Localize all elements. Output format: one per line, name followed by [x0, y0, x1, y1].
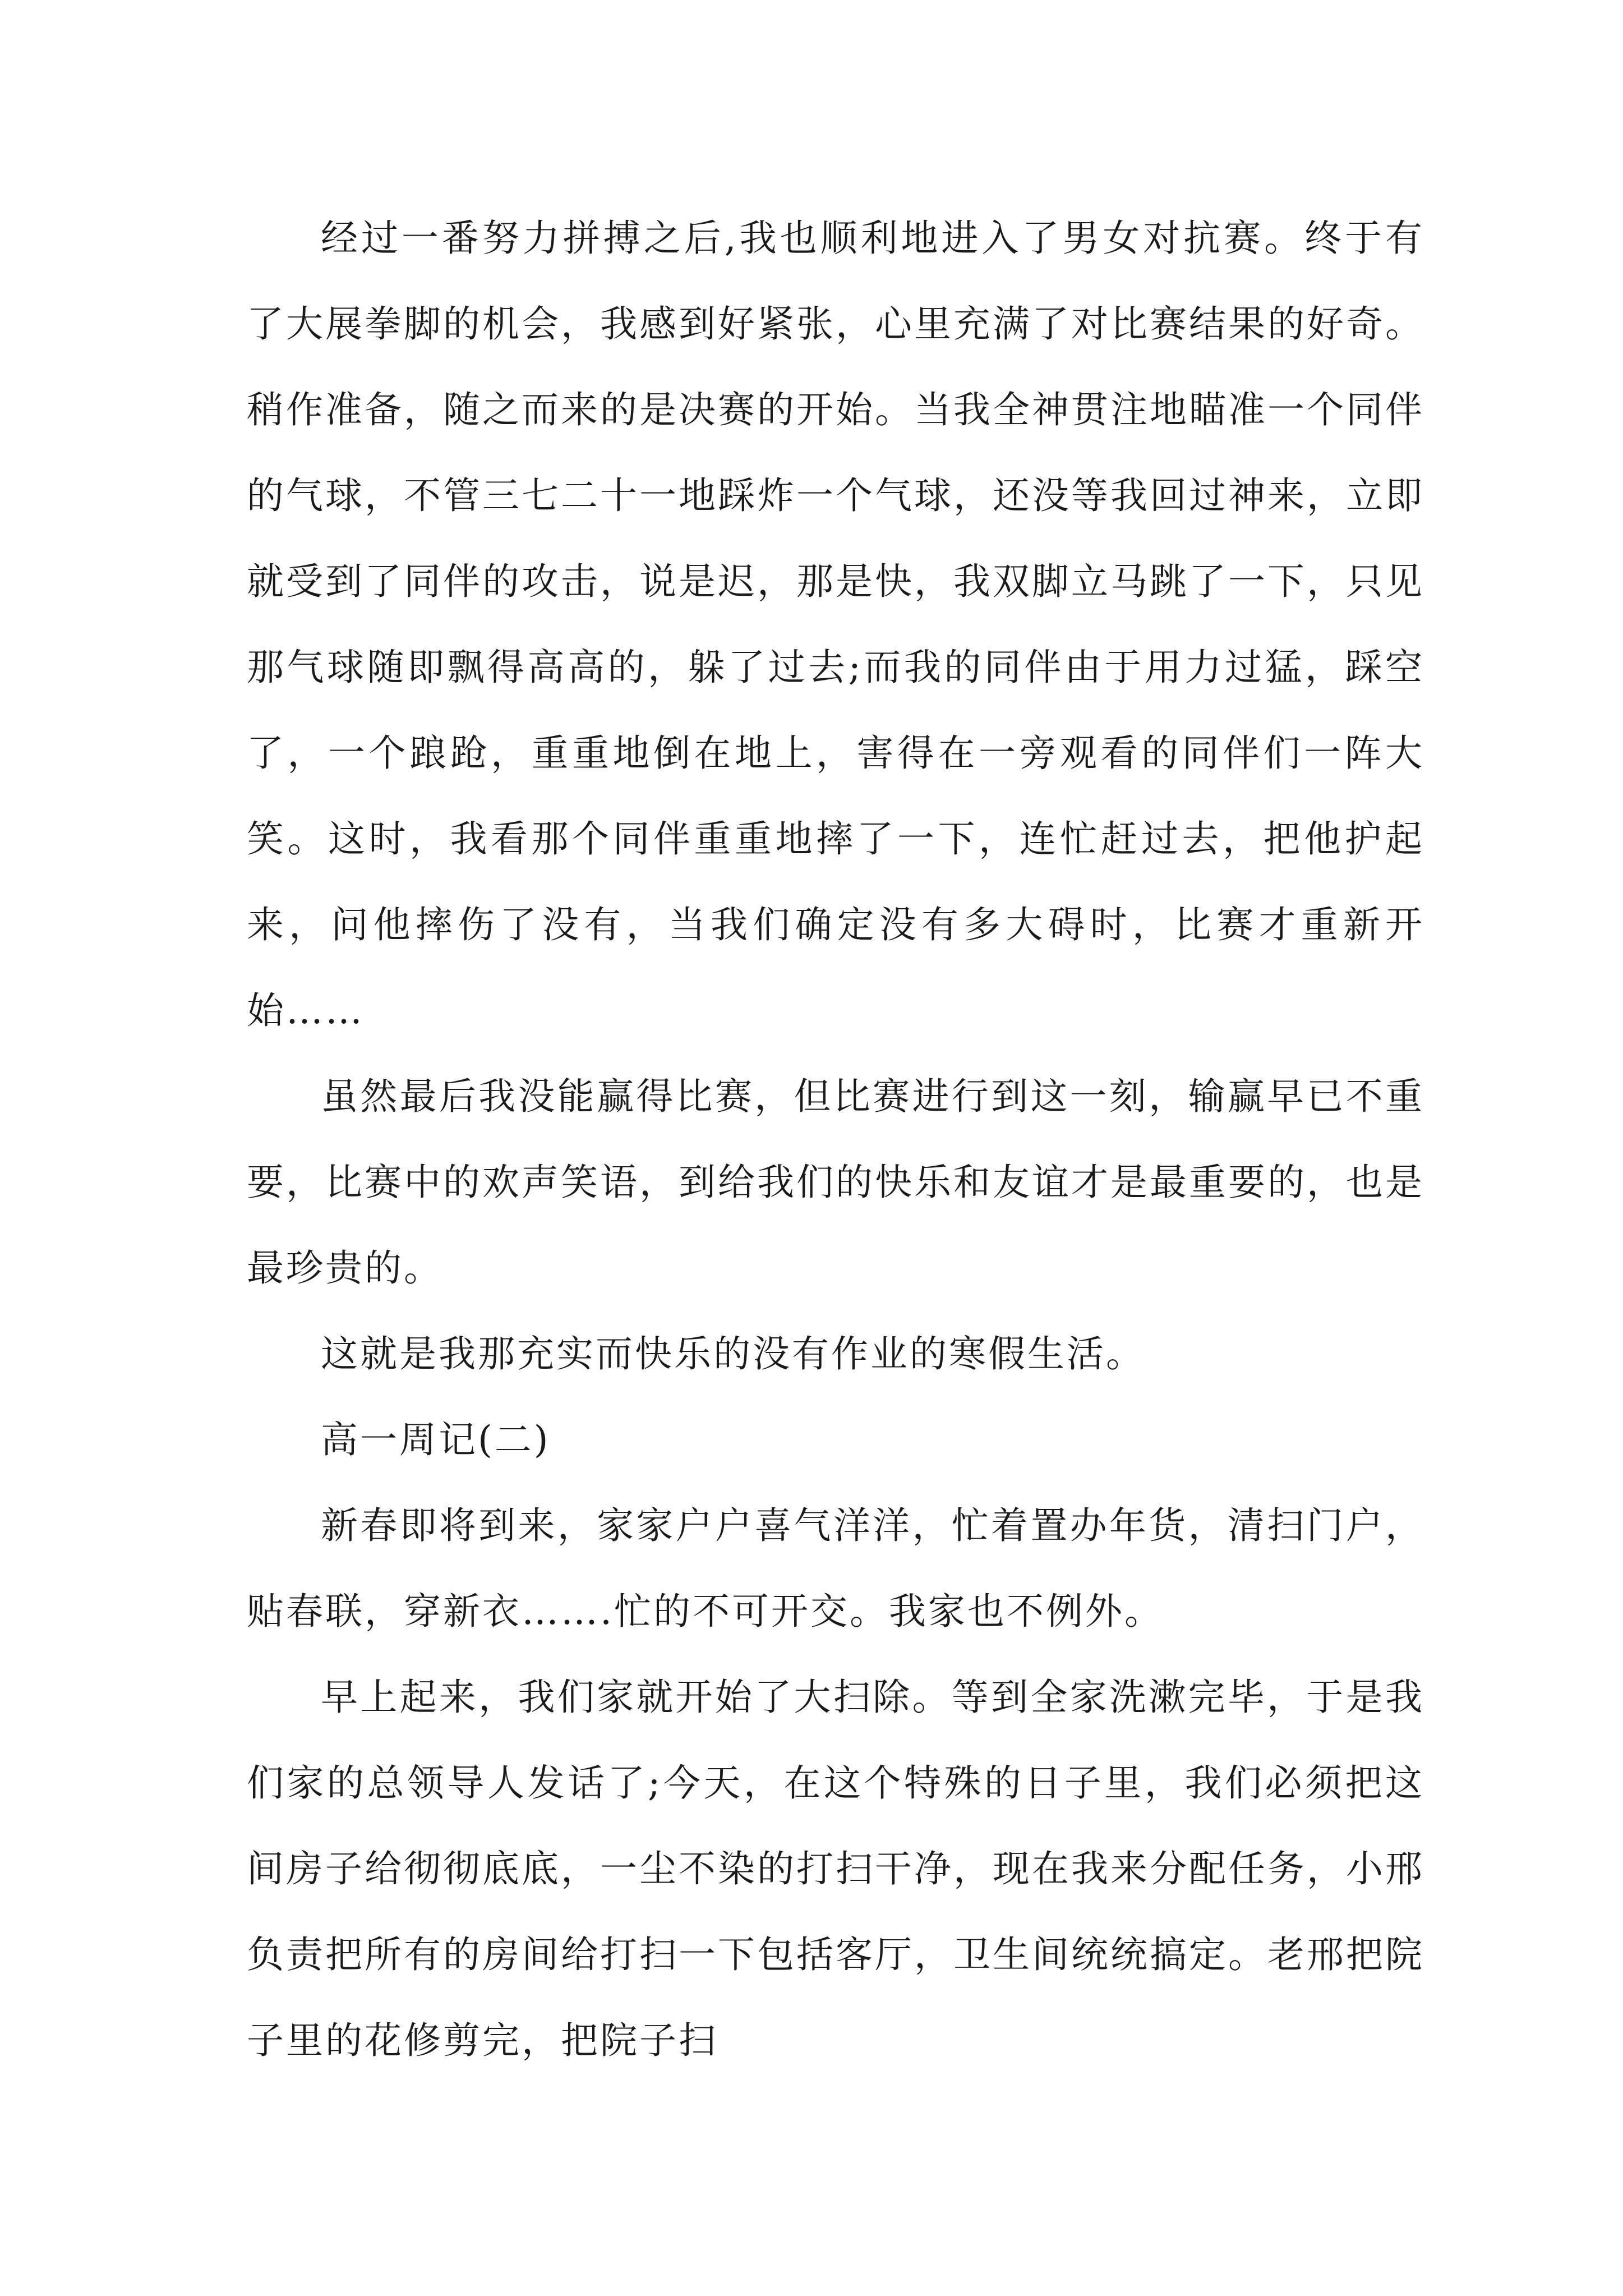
section-heading: 高一周记(二) [321, 1418, 551, 1461]
paragraph-outcome: 虽然最后我没能赢得比赛，但比赛进行到这一刻，输赢早已不重要，比赛中的欢声笑语，到给我们的快乐和友谊才是最重要的，也是最珍贵的。 [247, 1075, 1424, 1290]
paragraph-match-entry: 经过一番努力拼搏之后,我也顺利地进入了男女对抗赛。终于有了大展拳脚的机会，我感到好紧张，心里充满了对比赛结果的好奇。稍作准备，随之而来的是决赛的开始。当我全神贯注地瞄准一个同伴的气球，不管三七二十一地踩炸一个气球，还没等我回过神来，立即就受到了同伴的攻击，说是迟，那是快，我双脚立马跳了一下，只见那气球随即飘得高高的，躲了过去;而我的同伴由于用力过猛，踩空了，一个踉跄，重重地倒在地上，害得在一旁观看的同伴们一阵大笑。这时，我看那个同伴重重地摔了一下，连忙赶过去，把他护起来，问他摔伤了没有，当我们确定没有多大碍时，比赛才重新开始…… [247, 217, 1424, 1032]
paragraph-new-year: 新春即将到来，家家户户喜气洋洋，忙着置办年货，清扫门户，贴春联，穿新衣…….忙的不可开交。我家也不例外。 [247, 1504, 1424, 1633]
document-body [247, 195, 1424, 2083]
paragraph-cleaning: 早上起来，我们家就开始了大扫除。等到全家洗漱完毕，于是我们家的总领导人发话了;今天，在这个特殊的日子里，我们必须把这间房子给彻彻底底，一尘不染的打扫干净，现在我来分配任务，小邢负责把所有的房间给打扫一下包括客厅，卫生间统统搞定。老邢把院子里的花修剪完，把院子扫 [247, 1676, 1424, 2062]
paragraph-summary: 这就是我那充实而快乐的没有作业的寒假生活。 [321, 1332, 1145, 1375]
